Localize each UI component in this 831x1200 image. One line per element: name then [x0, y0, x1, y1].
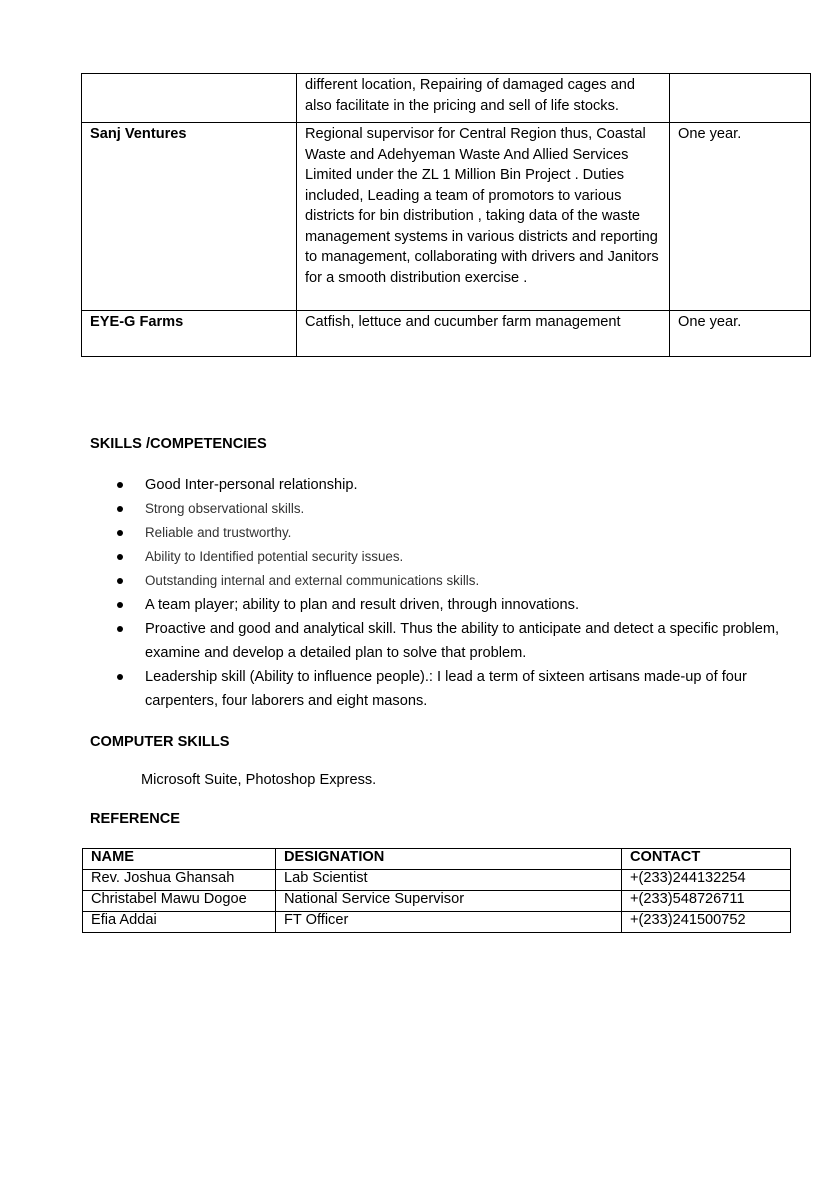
description-cell: different location, Repairing of damaged cages and also facilitate in the pricing and sell of life stocks. [297, 74, 670, 123]
company-cell [82, 74, 297, 123]
list-item: Ability to Identified potential security issues. [90, 545, 790, 569]
bullet-icon [117, 602, 123, 608]
experience-table [81, 73, 811, 357]
column-header-contact: CONTACT [622, 849, 791, 870]
list-item: Proactive and good and analytical skill. Thus the ability to anticipate and detect a specific problem, examine and develop a detailed plan to solve that problem. [90, 617, 790, 665]
bullet-icon [117, 578, 123, 584]
bullet-icon [117, 554, 123, 560]
bullet-icon [117, 482, 123, 488]
bullet-icon [117, 530, 123, 536]
duration-cell: One year. [670, 311, 811, 357]
reference-name: Christabel Mawu Dogoe [83, 891, 276, 912]
bullet-icon [117, 506, 123, 512]
reference-contact: +(233)244132254 [622, 870, 791, 891]
list-item: Strong observational skills. [90, 497, 790, 521]
list-item: Reliable and trustworthy. [90, 521, 790, 545]
company-cell: EYE-G Farms [82, 311, 297, 357]
computer-skills-text: Microsoft Suite, Photoshop Express. [141, 772, 377, 788]
table-row [83, 912, 791, 933]
reference-heading: REFERENCE [90, 811, 181, 827]
reference-table [82, 848, 791, 933]
list-item: A team player; ability to plan and result driven, through innovations. [90, 593, 790, 617]
company-cell: Sanj Ventures [82, 123, 297, 311]
reference-designation: FT Officer [276, 912, 622, 933]
skills-heading: SKILLS /COMPETENCIES [90, 436, 267, 452]
duration-cell: One year. [670, 123, 811, 311]
list-item: Good Inter-personal relationship. [90, 473, 790, 497]
reference-contact: +(233)241500752 [622, 912, 791, 933]
reference-designation: National Service Supervisor [276, 891, 622, 912]
reference-contact: +(233)548726711 [622, 891, 791, 912]
description-cell: Regional supervisor for Central Region thus, Coastal Waste and Adehyeman Waste And Allied Services Limited under the ZL 1 Million Bin Project . Duties included, Leading a team of promotors to various districts for bin distribution , taking data of the waste management systems in various districts and reporting to management, collaborating with drivers and Janitors for a smooth distribution exercise . [297, 123, 670, 311]
reference-designation: Lab Scientist [276, 870, 622, 891]
table-row [82, 74, 811, 123]
column-header-name: NAME [83, 849, 276, 870]
description-cell: Catfish, lettuce and cucumber farm management [297, 311, 670, 357]
list-item: Outstanding internal and external communications skills. [90, 569, 790, 593]
computer-skills-heading: COMPUTER SKILLS [90, 734, 230, 750]
reference-name: Rev. Joshua Ghansah [83, 870, 276, 891]
table-row [83, 891, 791, 912]
duration-cell [670, 74, 811, 123]
table-row [83, 870, 791, 891]
table-row [82, 311, 811, 357]
table-row [82, 123, 811, 311]
reference-name: Efia Addai [83, 912, 276, 933]
table-header-row [83, 849, 791, 870]
list-item: Leadership skill (Ability to influence people).: I lead a term of sixteen artisans made-up of four carpenters, four laborers and eight masons. [90, 665, 790, 713]
bullet-icon [117, 626, 123, 632]
bullet-icon [117, 674, 123, 680]
skills-list [90, 473, 790, 713]
column-header-designation: DESIGNATION [276, 849, 622, 870]
